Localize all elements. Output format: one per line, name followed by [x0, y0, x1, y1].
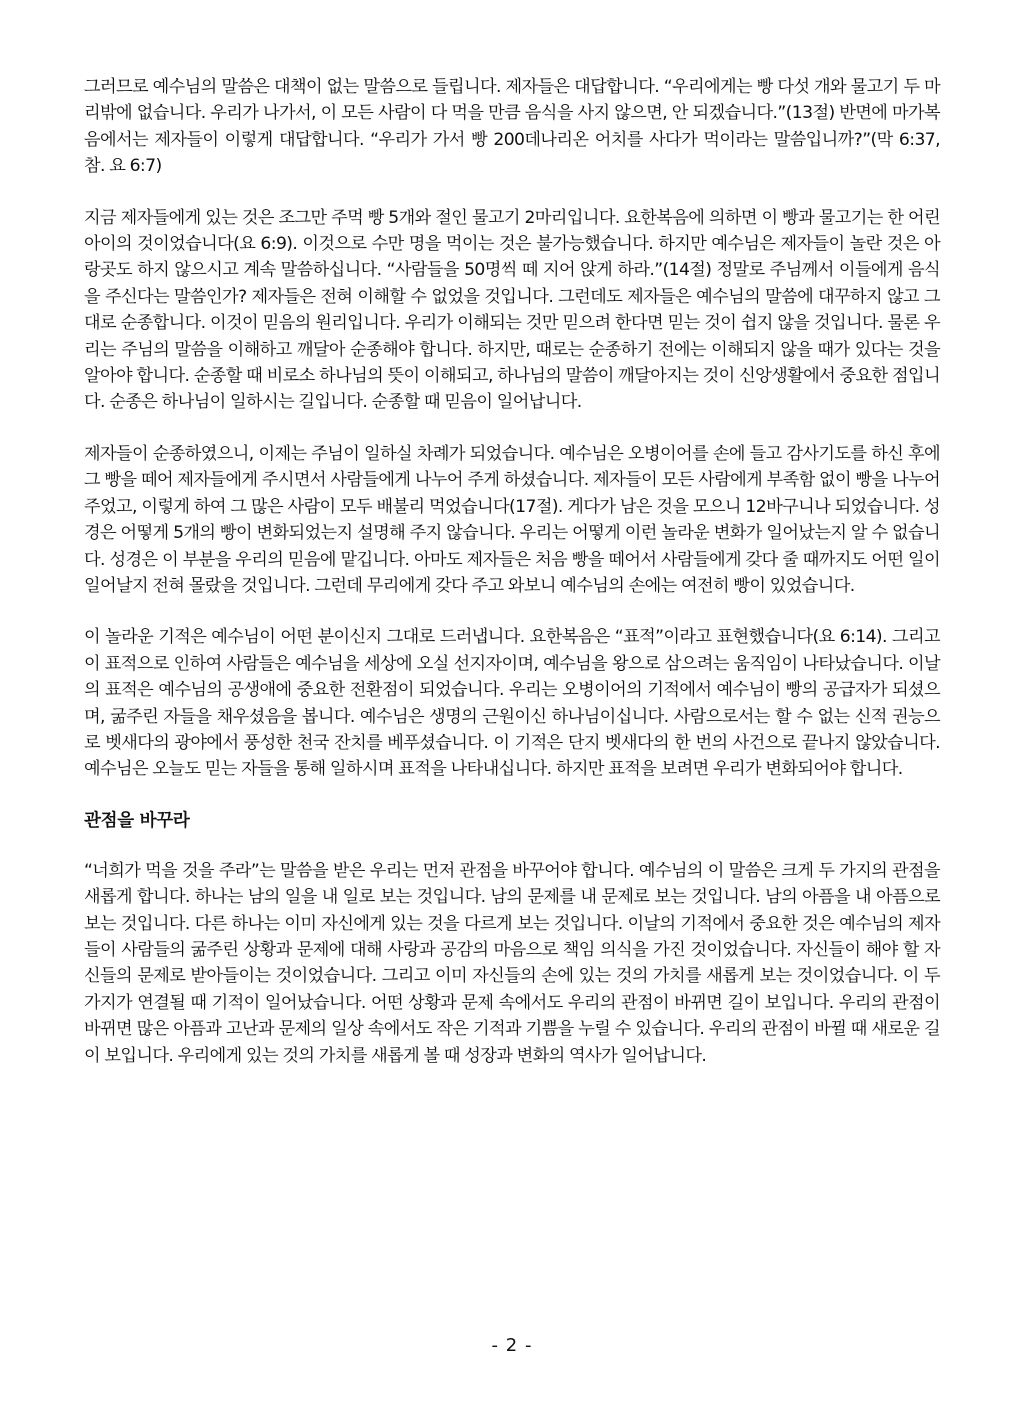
paragraph-disciples-answer: 그러므로 예수님의 말씀은 대책이 없는 말씀으로 들립니다. 제자들은 대답합니다. “우리에게는 빵 다섯 개와 물고기 두 마리밖에 없습니다. 우리가 나가서, 이 모든 사람이 다 먹을 만큼 음식을 사지 않으면, 안 되겠습니다.”(13절) 반면에 마가복음에서는 제자들이 이렇게 대답합니다. “우리가 가서 빵 200데나리온 어치를 사다가 먹이라는 말씀입니까?”(막 6:37, 참. 요 6:7) — [84, 77, 940, 177]
section-heading: 관점을 바꾸라 — [84, 810, 190, 831]
paragraph-change-perspective: “너희가 먹을 것을 주라”는 말씀을 받은 우리는 먼저 관점을 바꾸어야 합니다. 예수님의 이 말씀은 크게 두 가지의 관점을 새롭게 합니다. 하나는 남의 일을 내 일로 보는 것입니다. 남의 문제를 내 문제로 보는 것입니다. 남의 아픔을 내 아픔으로 보는 것입니다. 다른 하나는 이미 자신에게 있는 것을 다르게 보는 것입니다. 이날의 기적에서 중요한 것은 예수님의 제자들이 사람들의 굶주린 상황과 문제에 대해 사랑과 공감의 마음으로 책임 의식을 가진 것이었습니다. 자신들이 해야 할 자신들의 문제로 받아들이는 것이었습니다. 그리고 이미 자신들의 손에 있는 것의 가치를 새롭게 보는 것이었습니다. 이 두 가지가 연결될 때 기적이 일어났습니다. 어떤 상황과 문제 속에서도 우리의 관점이 바뀌면 길이 보입니다. 우리의 관점이 바뀌면 많은 아픔과 고난과 문제의 일상 속에서도 작은 기적과 기쁨을 누릴 수 있습니다. 우리의 관점이 바뀔 때 새로운 길이 보입니다. 우리에게 있는 것의 가치를 새롭게 볼 때 성장과 변화의 역사가 일어납니다. — [84, 860, 940, 1066]
paragraph-obedience: 지금 제자들에게 있는 것은 조그만 주먹 빵 5개와 절인 물고기 2마리입니다. 요한복음에 의하면 이 빵과 물고기는 한 어린아이의 것이었습니다(요 6:9). 이것으로 수만 명을 먹이는 것은 불가능했습니다. 하지만 예수님은 제자들이 놀란 것은 아랑곳도 하지 않으시고 계속 말씀하십니다. “사람들을 50명씩 떼 지어 앉게 하라.”(14절) 정말로 주님께서 이들에게 음식을 주신다는 말씀인가? 제자들은 전혀 이해할 수 없었을 것입니다. 그런데도 제자들은 예수님의 말씀에 대꾸하지 않고 그대로 순종합니다. 이것이 믿음의 원리입니다. 우리가 이해되는 것만 믿으려 한다면 믿는 것이 쉽지 않을 것입니다. 물론 우리는 주님의 말씀을 이해하고 깨달아 순종해야 합니다. 하지만, 때로는 순종하기 전에는 이해되지 않을 때가 있다는 것을 알아야 합니다. 순종할 때 비로소 하나님의 뜻이 이해되고, 하나님의 말씀이 깨달아지는 것이 신앙생활에서 중요한 점입니다. 순종은 하나님이 일하시는 길입니다. 순종할 때 믿음이 일어납니다. — [84, 207, 940, 413]
page-number: - 2 - — [491, 1335, 533, 1356]
paragraph-miracle: 제자들이 순종하였으니, 이제는 주님이 일하실 차례가 되었습니다. 예수님은 오병이어를 손에 들고 감사기도를 하신 후에 그 빵을 떼어 제자들에게 주시면서 사람들에게 나누어 주게 하셨습니다. 제자들이 모든 사람에게 부족함 없이 빵을 나누어 주었고, 이렇게 하여 그 많은 사람이 모두 배불리 먹었습니다(17절). 게다가 남은 것을 모으니 12바구니나 되었습니다. 성경은 어떻게 5개의 빵이 변화되었는지 설명해 주지 않습니다. 우리는 어떻게 이런 놀라운 변화가 일어났는지 알 수 없습니다. 성경은 이 부분을 우리의 믿음에 맡깁니다. 아마도 제자들은 처음 빵을 떼어서 사람들에게 갖다 줄 때까지도 어떤 일이 일어날지 전혀 몰랐을 것입니다. 그런데 무리에게 갖다 주고 와보니 예수님의 손에는 여전히 빵이 있었습니다. — [84, 443, 940, 596]
paragraph-sign: 이 놀라운 기적은 예수님이 어떤 분이신지 그대로 드러냅니다. 요한복음은 “표적”이라고 표현했습니다(요 6:14). 그리고 이 표적으로 인하여 사람들은 예수님을 세상에 오실 선지자이며, 예수님을 왕으로 삼으려는 움직임이 나타났습니다. 이날의 표적은 예수님의 공생애에 중요한 전환점이 되었습니다. 우리는 오병이어의 기적에서 예수님이 빵의 공급자가 되셨으며, 굶주린 자들을 채우셨음을 봅니다. 예수님은 생명의 근원이신 하나님이십니다. 사람으로서는 할 수 없는 신적 권능으로 벳새다의 광야에서 풍성한 천국 잔치를 베푸셨습니다. 이 기적은 단지 벳새다의 한 번의 사건으로 끝나지 않았습니다. 예수님은 오늘도 믿는 자들을 통해 일하시며 표적을 나타내십니다. 하지만 표적을 보려면 우리가 변화되어야 합니다. — [84, 627, 940, 780]
document-body — [84, 74, 940, 1094]
